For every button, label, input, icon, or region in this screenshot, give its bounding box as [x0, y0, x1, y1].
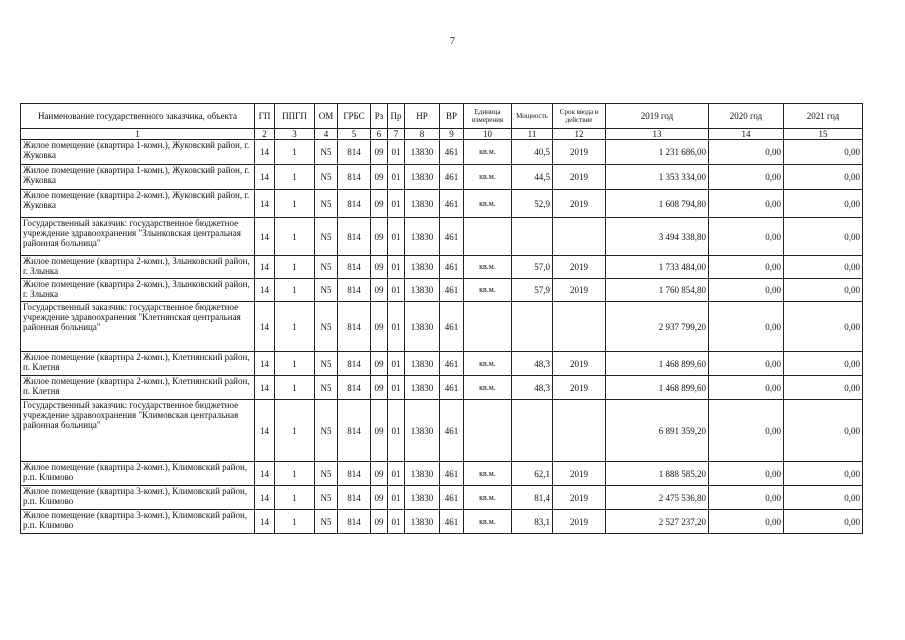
amount-2021-cell: 0,00: [784, 190, 863, 218]
index-cell: 3: [275, 129, 315, 140]
om-cell: N5: [315, 165, 338, 190]
pr-cell: 01: [388, 510, 405, 534]
index-cell: 11: [512, 129, 553, 140]
pr-cell: 01: [388, 256, 405, 279]
amount-2019-cell: 1 608 794,80: [606, 190, 709, 218]
term-cell: 2019: [553, 352, 606, 376]
rz-cell: 09: [371, 486, 388, 510]
power-cell: 81,4: [512, 486, 553, 510]
index-cell: 5: [338, 129, 371, 140]
term-cell: 2019: [553, 190, 606, 218]
index-cell: 14: [709, 129, 784, 140]
amount-2021-cell: 0,00: [784, 218, 863, 256]
ppgp-cell: 1: [275, 140, 315, 165]
amount-2019-cell: 6 891 359,20: [606, 400, 709, 462]
pr-cell: 01: [388, 376, 405, 400]
grbs-cell: 814: [338, 218, 371, 256]
power-cell: 44,5: [512, 165, 553, 190]
grbs-cell: 814: [338, 352, 371, 376]
table-row: [21, 140, 863, 165]
term-cell: 2019: [553, 510, 606, 534]
grbs-cell: 814: [338, 279, 371, 302]
grbs-cell: 814: [338, 510, 371, 534]
nr-cell: 13830: [405, 279, 440, 302]
rz-cell: 09: [371, 256, 388, 279]
ppgp-cell: 1: [275, 279, 315, 302]
budget-table: [20, 103, 863, 534]
amount-2021-cell: 0,00: [784, 462, 863, 486]
power-cell: [512, 400, 553, 462]
om-cell: N5: [315, 510, 338, 534]
index-cell: 10: [464, 129, 512, 140]
power-cell: [512, 302, 553, 352]
header-cell: ГРБС: [338, 104, 371, 129]
nr-cell: 13830: [405, 376, 440, 400]
om-cell: N5: [315, 486, 338, 510]
gp-cell: 14: [255, 218, 275, 256]
unit-cell: [464, 400, 512, 462]
amount-2021-cell: 0,00: [784, 302, 863, 352]
table-row: [21, 486, 863, 510]
object-name-cell: Жилое помещение (квартира 3-комн.), Климовский район, р.п. Климово: [21, 510, 255, 534]
rz-cell: 09: [371, 462, 388, 486]
grbs-cell: 814: [338, 256, 371, 279]
amount-2020-cell: 0,00: [709, 486, 784, 510]
ppgp-cell: 1: [275, 190, 315, 218]
gp-cell: 14: [255, 190, 275, 218]
om-cell: N5: [315, 190, 338, 218]
vr-cell: 461: [440, 462, 464, 486]
rz-cell: 09: [371, 400, 388, 462]
gp-cell: 14: [255, 486, 275, 510]
ppgp-cell: 1: [275, 256, 315, 279]
amount-2019-cell: 2 527 237,20: [606, 510, 709, 534]
gp-cell: 14: [255, 400, 275, 462]
amount-2020-cell: 0,00: [709, 302, 784, 352]
table-row: [21, 190, 863, 218]
nr-cell: 13830: [405, 140, 440, 165]
ppgp-cell: 1: [275, 352, 315, 376]
amount-2019-cell: 1 231 686,00: [606, 140, 709, 165]
unit-cell: кв.м.: [464, 486, 512, 510]
nr-cell: 13830: [405, 462, 440, 486]
gp-cell: 14: [255, 352, 275, 376]
amount-2019-cell: 1 733 484,00: [606, 256, 709, 279]
index-row: [21, 129, 863, 140]
nr-cell: 13830: [405, 256, 440, 279]
gp-cell: 14: [255, 302, 275, 352]
rz-cell: 09: [371, 218, 388, 256]
term-cell: 2019: [553, 165, 606, 190]
amount-2020-cell: 0,00: [709, 279, 784, 302]
amount-2021-cell: 0,00: [784, 400, 863, 462]
header-cell: ВР: [440, 104, 464, 129]
object-name-cell: Государственный заказчик: государственное бюджетное учреждение здравоохранения "Климовская центральная районная больница": [21, 400, 255, 462]
power-cell: 62,1: [512, 462, 553, 486]
unit-cell: кв.м.: [464, 376, 512, 400]
grbs-cell: 814: [338, 486, 371, 510]
table-body: [21, 140, 863, 534]
om-cell: N5: [315, 352, 338, 376]
amount-2020-cell: 0,00: [709, 462, 784, 486]
power-cell: 52,9: [512, 190, 553, 218]
nr-cell: 13830: [405, 486, 440, 510]
object-name-cell: Жилое помещение (квартира 2-комн.), Жуковский район, г. Жуковка: [21, 190, 255, 218]
amount-2021-cell: 0,00: [784, 165, 863, 190]
header-cell: Рз: [371, 104, 388, 129]
amount-2021-cell: 0,00: [784, 140, 863, 165]
vr-cell: 461: [440, 376, 464, 400]
om-cell: N5: [315, 462, 338, 486]
index-cell: 8: [405, 129, 440, 140]
amount-2019-cell: 1 760 854,80: [606, 279, 709, 302]
pr-cell: 01: [388, 302, 405, 352]
table-row: [21, 400, 863, 462]
unit-cell: кв.м.: [464, 256, 512, 279]
amount-2021-cell: 0,00: [784, 352, 863, 376]
index-cell: 2: [255, 129, 275, 140]
om-cell: N5: [315, 302, 338, 352]
ppgp-cell: 1: [275, 400, 315, 462]
gp-cell: 14: [255, 279, 275, 302]
vr-cell: 461: [440, 190, 464, 218]
table-row: [21, 165, 863, 190]
header-cell: 2021 год: [784, 104, 863, 129]
header-cell: ОМ: [315, 104, 338, 129]
pr-cell: 01: [388, 352, 405, 376]
vr-cell: 461: [440, 486, 464, 510]
index-cell: 9: [440, 129, 464, 140]
pr-cell: 01: [388, 165, 405, 190]
unit-cell: кв.м.: [464, 510, 512, 534]
grbs-cell: 814: [338, 190, 371, 218]
table-row: [21, 462, 863, 486]
grbs-cell: 814: [338, 165, 371, 190]
amount-2021-cell: 0,00: [784, 486, 863, 510]
grbs-cell: 814: [338, 462, 371, 486]
rz-cell: 09: [371, 302, 388, 352]
index-cell: 13: [606, 129, 709, 140]
object-name-cell: Жилое помещение (квартира 2-комн.), Злынковский район, г. Злынка: [21, 279, 255, 302]
pr-cell: 01: [388, 486, 405, 510]
amount-2019-cell: 1 353 334,00: [606, 165, 709, 190]
amount-2021-cell: 0,00: [784, 256, 863, 279]
object-name-cell: Жилое помещение (квартира 2-комн.), Злынковский район, г. Злынка: [21, 256, 255, 279]
unit-cell: кв.м.: [464, 165, 512, 190]
amount-2019-cell: 1 468 899,60: [606, 376, 709, 400]
grbs-cell: 814: [338, 376, 371, 400]
unit-cell: кв.м.: [464, 279, 512, 302]
nr-cell: 13830: [405, 190, 440, 218]
vr-cell: 461: [440, 510, 464, 534]
header-cell: Наименование государственного заказчика, объекта: [21, 104, 255, 129]
gp-cell: 14: [255, 376, 275, 400]
object-name-cell: Жилое помещение (квартира 1-комн.), Жуковский район, г. Жуковка: [21, 140, 255, 165]
header-cell: 2019 год: [606, 104, 709, 129]
term-cell: 2019: [553, 486, 606, 510]
vr-cell: 461: [440, 302, 464, 352]
nr-cell: 13830: [405, 302, 440, 352]
grbs-cell: 814: [338, 302, 371, 352]
amount-2021-cell: 0,00: [784, 376, 863, 400]
header-cell: Пр: [388, 104, 405, 129]
gp-cell: 14: [255, 140, 275, 165]
pr-cell: 01: [388, 140, 405, 165]
rz-cell: 09: [371, 352, 388, 376]
unit-cell: кв.м.: [464, 140, 512, 165]
pr-cell: 01: [388, 462, 405, 486]
table-row: [21, 279, 863, 302]
amount-2020-cell: 0,00: [709, 165, 784, 190]
amount-2019-cell: 2 937 799,20: [606, 302, 709, 352]
term-cell: [553, 218, 606, 256]
object-name-cell: Жилое помещение (квартира 1-комн.), Жуковский район, г. Жуковка: [21, 165, 255, 190]
amount-2019-cell: 3 494 338,80: [606, 218, 709, 256]
budget-table-container: [20, 103, 863, 534]
nr-cell: 13830: [405, 400, 440, 462]
power-cell: 83,1: [512, 510, 553, 534]
index-cell: 7: [388, 129, 405, 140]
power-cell: 40,5: [512, 140, 553, 165]
grbs-cell: 814: [338, 400, 371, 462]
table-row: [21, 376, 863, 400]
rz-cell: 09: [371, 165, 388, 190]
term-cell: 2019: [553, 462, 606, 486]
gp-cell: 14: [255, 510, 275, 534]
rz-cell: 09: [371, 279, 388, 302]
rz-cell: 09: [371, 140, 388, 165]
header-row: [21, 104, 863, 129]
amount-2019-cell: 1 888 585,20: [606, 462, 709, 486]
om-cell: N5: [315, 140, 338, 165]
power-cell: 48,3: [512, 352, 553, 376]
ppgp-cell: 1: [275, 302, 315, 352]
page-number: 7: [450, 36, 455, 47]
object-name-cell: Жилое помещение (квартира 2-комн.), Клетнянский район, п. Клетня: [21, 376, 255, 400]
ppgp-cell: 1: [275, 486, 315, 510]
ppgp-cell: 1: [275, 218, 315, 256]
header-cell: ППГП: [275, 104, 315, 129]
power-cell: 48,3: [512, 376, 553, 400]
table-row: [21, 510, 863, 534]
vr-cell: 461: [440, 400, 464, 462]
table-row: [21, 302, 863, 352]
nr-cell: 13830: [405, 218, 440, 256]
header-cell: Срок ввода в действие: [553, 104, 606, 129]
gp-cell: 14: [255, 256, 275, 279]
index-cell: 1: [21, 129, 255, 140]
om-cell: N5: [315, 256, 338, 279]
header-cell: ГП: [255, 104, 275, 129]
om-cell: N5: [315, 400, 338, 462]
ppgp-cell: 1: [275, 376, 315, 400]
index-cell: 4: [315, 129, 338, 140]
index-cell: 6: [371, 129, 388, 140]
om-cell: N5: [315, 218, 338, 256]
amount-2020-cell: 0,00: [709, 140, 784, 165]
table-row: [21, 256, 863, 279]
vr-cell: 461: [440, 218, 464, 256]
power-cell: 57,0: [512, 256, 553, 279]
object-name-cell: Государственный заказчик: государственное бюджетное учреждение здравоохранения "Клетнянская центральная районная больница": [21, 302, 255, 352]
vr-cell: 461: [440, 352, 464, 376]
amount-2020-cell: 0,00: [709, 376, 784, 400]
header-cell: 2020 год: [709, 104, 784, 129]
table-row: [21, 218, 863, 256]
amount-2020-cell: 0,00: [709, 256, 784, 279]
unit-cell: кв.м.: [464, 462, 512, 486]
gp-cell: 14: [255, 165, 275, 190]
unit-cell: кв.м.: [464, 190, 512, 218]
term-cell: [553, 302, 606, 352]
nr-cell: 13830: [405, 165, 440, 190]
vr-cell: 461: [440, 256, 464, 279]
om-cell: N5: [315, 279, 338, 302]
unit-cell: [464, 302, 512, 352]
ppgp-cell: 1: [275, 462, 315, 486]
term-cell: [553, 400, 606, 462]
term-cell: 2019: [553, 256, 606, 279]
term-cell: 2019: [553, 140, 606, 165]
om-cell: N5: [315, 376, 338, 400]
pr-cell: 01: [388, 400, 405, 462]
vr-cell: 461: [440, 140, 464, 165]
object-name-cell: Жилое помещение (квартира 2-комн.), Климовский район, р.п. Климово: [21, 462, 255, 486]
amount-2020-cell: 0,00: [709, 510, 784, 534]
power-cell: [512, 218, 553, 256]
object-name-cell: Государственный заказчик: государственное бюджетное учреждение здравоохранения "Злынковская центральная районная больница": [21, 218, 255, 256]
term-cell: 2019: [553, 279, 606, 302]
vr-cell: 461: [440, 279, 464, 302]
amount-2020-cell: 0,00: [709, 218, 784, 256]
ppgp-cell: 1: [275, 510, 315, 534]
gp-cell: 14: [255, 462, 275, 486]
ppgp-cell: 1: [275, 165, 315, 190]
term-cell: 2019: [553, 376, 606, 400]
amount-2019-cell: 2 475 536,80: [606, 486, 709, 510]
rz-cell: 09: [371, 510, 388, 534]
pr-cell: 01: [388, 218, 405, 256]
index-cell: 12: [553, 129, 606, 140]
amount-2021-cell: 0,00: [784, 510, 863, 534]
object-name-cell: Жилое помещение (квартира 3-комн.), Климовский район, р.п. Климово: [21, 486, 255, 510]
pr-cell: 01: [388, 279, 405, 302]
object-name-cell: Жилое помещение (квартира 2-комн.), Клетнянский район, п. Клетня: [21, 352, 255, 376]
unit-cell: [464, 218, 512, 256]
index-cell: 15: [784, 129, 863, 140]
rz-cell: 09: [371, 376, 388, 400]
header-cell: НР: [405, 104, 440, 129]
header-cell: Мощность: [512, 104, 553, 129]
amount-2019-cell: 1 468 899,60: [606, 352, 709, 376]
unit-cell: кв.м.: [464, 352, 512, 376]
amount-2020-cell: 0,00: [709, 352, 784, 376]
pr-cell: 01: [388, 190, 405, 218]
power-cell: 57,9: [512, 279, 553, 302]
nr-cell: 13830: [405, 352, 440, 376]
header-cell: Единица измерения: [464, 104, 512, 129]
grbs-cell: 814: [338, 140, 371, 165]
rz-cell: 09: [371, 190, 388, 218]
vr-cell: 461: [440, 165, 464, 190]
amount-2021-cell: 0,00: [784, 279, 863, 302]
amount-2020-cell: 0,00: [709, 400, 784, 462]
table-row: [21, 352, 863, 376]
nr-cell: 13830: [405, 510, 440, 534]
amount-2020-cell: 0,00: [709, 190, 784, 218]
